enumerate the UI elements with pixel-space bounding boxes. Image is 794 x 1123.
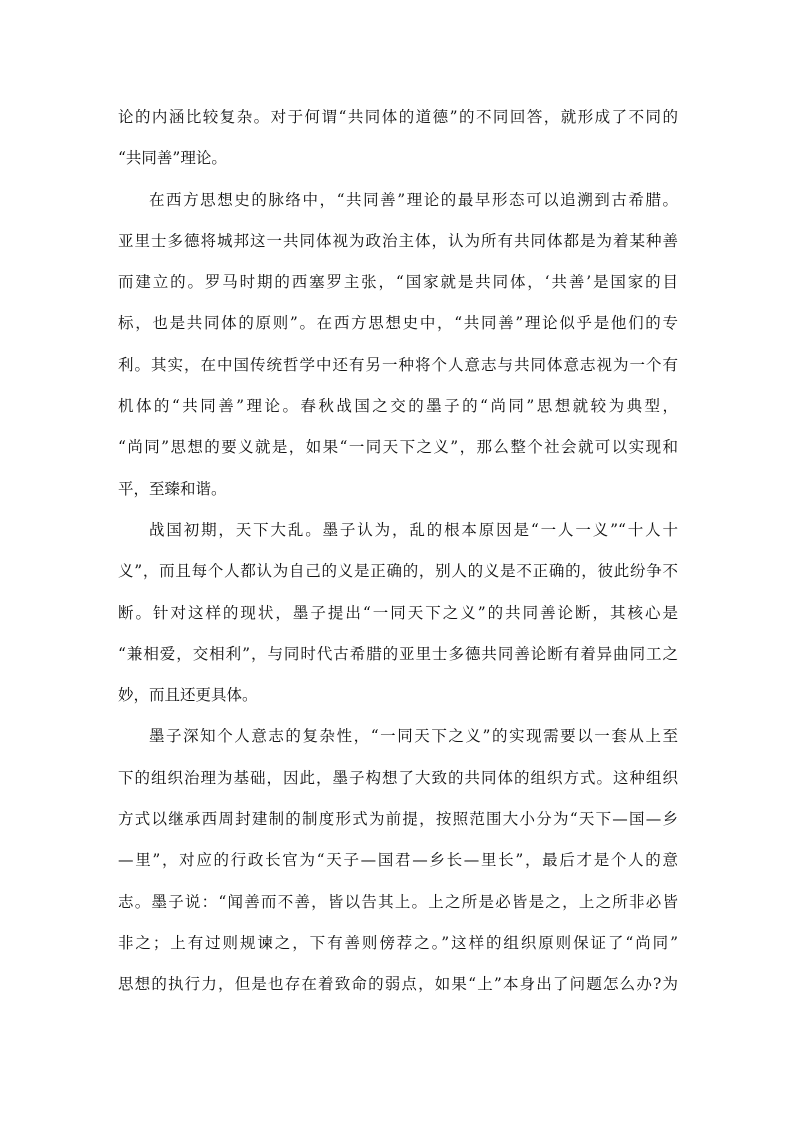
text-line: 利。其实，在中国传统哲学中还有另一种将个人意志与共同体意志视为一个有 — [118, 355, 678, 374]
text-line: 志。墨子说：“闻善而不善，皆以告其上。上之所是必皆是之，上之所非必皆 — [118, 892, 678, 911]
body-text — [118, 102, 678, 1011]
text-line: —里”，对应的行政长官为“天子—国君—乡长—里长”，最后才是个人的意 — [118, 851, 678, 870]
text-line: 非之；上有过则规谏之，下有善则傍荐之。”这样的组织原则保证了“尚同” — [118, 933, 678, 952]
text-line: “共同善”理论。 — [118, 149, 227, 168]
text-line: 墨子深知个人意志的复杂性，“一同天下之义”的实现需要以一套从上至 — [149, 727, 678, 746]
text-line: 而建立的。罗马时期的西塞罗主张，“国家就是共同体，‘共善’是国家的目 — [118, 273, 678, 292]
text-line: 妙，而且还更具体。 — [118, 686, 258, 705]
text-line: 平，至臻和谐。 — [118, 479, 227, 498]
text-line: 断。针对这样的现状，墨子提出“一同天下之义”的共同善论断，其核心是 — [118, 603, 678, 622]
text-line: 论的内涵比较复杂。对于何谓“共同体的道德”的不同回答，就形成了不同的 — [118, 108, 678, 126]
text-line: 战国初期，天下大乱。墨子认为，乱的根本原因是“一人一义”“十人十 — [149, 520, 678, 539]
text-line: 方式以继承西周封建制的制度形式为前提，按照范围大小分为“天下—国—乡 — [118, 810, 678, 829]
text-line: 机体的“共同善”理论。春秋战国之交的墨子的“尚同”思想就较为典型， — [118, 397, 678, 416]
text-line: “兼相爱，交相利”，与同时代古希腊的亚里士多德共同善论断有着异曲同工之 — [118, 644, 678, 663]
text-line: 在西方思想史的脉络中，“共同善”理论的最早形态可以追溯到古希腊。 — [149, 190, 678, 209]
text-line: 下的组织治理为基础，因此，墨子构想了大致的共同体的组织方式。这种组织 — [118, 768, 678, 787]
text-line: 义”，而且每个人都认为自己的义是正确的，别人的义是不正确的，彼此纷争不 — [118, 562, 678, 581]
text-line: 思想的执行力，但是也存在着致命的弱点，如果“上”本身出了问题怎么办?为 — [118, 975, 678, 994]
text-line: “尚同”思想的要义就是，如果“一同天下之义”，那么整个社会就可以实现和 — [118, 438, 678, 457]
text-line: 亚里士多德将城邦这一共同体视为政治主体，认为所有共同体都是为着某种善 — [118, 231, 678, 250]
text-line: 标，也是共同体的原则”。在西方思想史中，“共同善”理论似乎是他们的专 — [118, 314, 678, 333]
